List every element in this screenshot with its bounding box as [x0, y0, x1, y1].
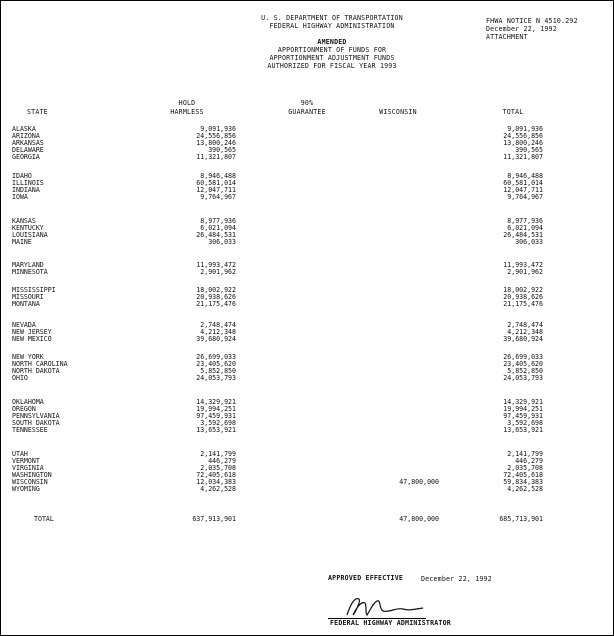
- signature-title: FEDERAL HIGHWAY ADMINISTRATOR: [330, 619, 451, 627]
- state-name: KENTUCKY: [12, 224, 44, 232]
- total-amount: 97,459,931: [503, 412, 543, 420]
- total-amount: 24,053,793: [503, 374, 543, 382]
- total-amount: 9,764,967: [507, 193, 543, 201]
- wisconsin-total: 47,800,000: [399, 515, 439, 523]
- state-name: MARYLAND: [12, 261, 44, 269]
- column-header-hold-line2: HARMLESS: [170, 108, 204, 116]
- state-name: VERMONT: [12, 457, 40, 465]
- agency-name: FEDERAL HIGHWAY ADMINISTRATION: [269, 22, 395, 30]
- state-name: MISSOURI: [12, 293, 44, 301]
- table-row: [1, 427, 613, 434]
- state-name: OHIO: [12, 374, 28, 382]
- hold-harmless-amount: 2,748,474: [200, 321, 236, 329]
- state-name: ALASKA: [12, 125, 36, 133]
- hold-harmless-amount: 8,946,488: [200, 172, 236, 180]
- state-name: NEW JERSEY: [12, 328, 52, 336]
- state-name: NEW MEXICO: [12, 335, 52, 343]
- total-amount: 72,405,618: [503, 471, 543, 479]
- total-amount: 26,484,531: [503, 231, 543, 239]
- notice-date: December 22, 1992: [486, 25, 557, 33]
- table-row: [1, 375, 613, 382]
- hold-harmless-amount: 26,699,033: [196, 353, 236, 361]
- total-amount: 2,141,799: [507, 450, 543, 458]
- table-row: [1, 301, 613, 308]
- hold-harmless-amount: 39,680,924: [196, 335, 236, 343]
- hold-harmless-amount: 97,459,931: [196, 412, 236, 420]
- state-name: OREGON: [12, 405, 36, 413]
- hold-harmless-amount: 2,141,799: [200, 450, 236, 458]
- hold-harmless-amount: 11,993,472: [196, 261, 236, 269]
- grand-total: 685,713,901: [499, 515, 543, 523]
- state-name: PENNSYLVANIA: [12, 412, 60, 420]
- state-name: MAINE: [12, 238, 32, 246]
- hold-harmless-amount: 2,901,962: [200, 268, 236, 276]
- column-header-total: TOTAL: [502, 108, 524, 116]
- total-amount: 306,033: [515, 238, 543, 246]
- state-name: UTAH: [12, 450, 28, 458]
- column-header-state: STATE: [27, 108, 48, 116]
- column-header-guarantee-line1: 90%: [300, 99, 314, 107]
- total-amount: 20,938,626: [503, 293, 543, 301]
- hold-harmless-amount: 306,033: [208, 238, 236, 246]
- total-amount: 4,262,528: [507, 485, 543, 493]
- total-amount: 13,800,246: [503, 139, 543, 147]
- state-name: NORTH CAROLINA: [12, 360, 68, 368]
- total-amount: 26,699,033: [503, 353, 543, 361]
- hold-harmless-amount: 3,592,698: [200, 419, 236, 427]
- state-name: KANSAS: [12, 217, 36, 225]
- hold-harmless-amount: 2,035,708: [200, 464, 236, 472]
- total-amount: 60,581,014: [503, 179, 543, 187]
- state-name: GEORGIA: [12, 153, 40, 161]
- table-row: [1, 336, 613, 343]
- hold-harmless-amount: 390,565: [208, 146, 236, 154]
- state-name: NEVADA: [12, 321, 36, 329]
- total-amount: 18,002,922: [503, 286, 543, 294]
- hold-harmless-amount: 72,405,618: [196, 471, 236, 479]
- hold-harmless-total: 637,913,901: [192, 515, 236, 523]
- document-title-line1: APPORTIONMENT OF FUNDS FOR: [277, 46, 387, 54]
- hold-harmless-amount: 14,329,921: [196, 398, 236, 406]
- state-name: DELAWARE: [12, 146, 44, 154]
- hold-harmless-amount: 4,212,348: [200, 328, 236, 336]
- state-name: INDIANA: [12, 186, 40, 194]
- wisconsin-amount: 47,800,000: [399, 478, 439, 486]
- table-row: [1, 154, 613, 161]
- table-row: [1, 239, 613, 246]
- total-amount: 2,748,474: [507, 321, 543, 329]
- approved-date: December 22, 1992: [421, 575, 492, 583]
- hold-harmless-amount: 24,556,856: [196, 132, 236, 140]
- table-row: [1, 269, 613, 276]
- state-name: WISCONSIN: [12, 478, 48, 486]
- state-name: MONTANA: [12, 300, 40, 308]
- notice-attachment: ATTACHMENT: [486, 33, 528, 41]
- state-name: NEW YORK: [12, 353, 44, 361]
- table-row: [1, 486, 613, 493]
- hold-harmless-amount: 19,994,251: [196, 405, 236, 413]
- state-name: ARKANSAS: [12, 139, 44, 147]
- state-name: TENNESSEE: [12, 426, 48, 434]
- total-amount: 9,091,936: [507, 125, 543, 133]
- hold-harmless-amount: 24,053,793: [196, 374, 236, 382]
- total-amount: 390,565: [515, 146, 543, 154]
- totals-label: TOTAL: [34, 515, 54, 523]
- total-amount: 13,653,921: [503, 426, 543, 434]
- column-header-wisconsin: WISCONSIN: [379, 108, 417, 116]
- total-amount: 12,047,711: [503, 186, 543, 194]
- hold-harmless-amount: 26,484,531: [196, 231, 236, 239]
- total-amount: 59,834,383: [503, 478, 543, 486]
- total-amount: 3,592,698: [507, 419, 543, 427]
- hold-harmless-amount: 21,175,476: [196, 300, 236, 308]
- state-name: VIRGINIA: [12, 464, 44, 472]
- total-amount: 11,993,472: [503, 261, 543, 269]
- state-name: ILLINOIS: [12, 179, 44, 187]
- totals-row: [1, 516, 613, 523]
- hold-harmless-amount: 6,021,094: [200, 224, 236, 232]
- total-amount: 39,680,924: [503, 335, 543, 343]
- total-amount: 2,901,962: [507, 268, 543, 276]
- hold-harmless-amount: 9,764,967: [200, 193, 236, 201]
- total-amount: 11,321,807: [503, 153, 543, 161]
- state-name: MINNESOTA: [12, 268, 48, 276]
- state-name: SOUTH DAKOTA: [12, 419, 60, 427]
- total-amount: 24,556,856: [503, 132, 543, 140]
- hold-harmless-amount: 13,800,246: [196, 139, 236, 147]
- total-amount: 2,035,708: [507, 464, 543, 472]
- total-amount: 8,977,936: [507, 217, 543, 225]
- hold-harmless-amount: 12,034,383: [196, 478, 236, 486]
- total-amount: 23,405,620: [503, 360, 543, 368]
- total-amount: 19,994,251: [503, 405, 543, 413]
- total-amount: 5,852,850: [507, 367, 543, 375]
- hold-harmless-amount: 4,262,528: [200, 485, 236, 493]
- column-header-guarantee-line2: GUARANTEE: [288, 108, 326, 116]
- notice-number: FHWA NOTICE N 4510.292: [486, 17, 578, 25]
- total-amount: 6,021,094: [507, 224, 543, 232]
- column-header-hold-line1: HOLD: [178, 99, 196, 107]
- hold-harmless-amount: 446,279: [208, 457, 236, 465]
- hold-harmless-amount: 13,653,921: [196, 426, 236, 434]
- total-amount: 8,946,488: [507, 172, 543, 180]
- state-name: OKLAHOMA: [12, 398, 44, 406]
- approved-effective-label: APPROVED EFFECTIVE: [328, 574, 404, 582]
- hold-harmless-amount: 5,852,850: [200, 367, 236, 375]
- hold-harmless-amount: 9,091,936: [200, 125, 236, 133]
- hold-harmless-amount: 12,047,711: [196, 186, 236, 194]
- table-row: [1, 194, 613, 201]
- state-name: WASHINGTON: [12, 471, 52, 479]
- total-amount: 14,329,921: [503, 398, 543, 406]
- state-name: WYOMING: [12, 485, 40, 493]
- hold-harmless-amount: 11,321,807: [196, 153, 236, 161]
- hold-harmless-amount: 23,405,620: [196, 360, 236, 368]
- state-name: LOUISIANA: [12, 231, 48, 239]
- amended-label: AMENDED: [317, 38, 347, 46]
- state-name: NORTH DAKOTA: [12, 367, 60, 375]
- hold-harmless-amount: 18,002,922: [196, 286, 236, 294]
- state-name: MISSISSIPPI: [12, 286, 56, 294]
- document-title-line2: APPORTIONMENT ADJUSTMENT FUNDS: [269, 54, 395, 62]
- signature: [341, 593, 431, 619]
- hold-harmless-amount: 20,938,626: [196, 293, 236, 301]
- state-name: IDAHO: [12, 172, 32, 180]
- total-amount: 21,175,476: [503, 300, 543, 308]
- hold-harmless-amount: 60,581,014: [196, 179, 236, 187]
- state-name: ARIZONA: [12, 132, 40, 140]
- department-name: U. S. DEPARTMENT OF TRANSPORTATION: [261, 14, 403, 22]
- total-amount: 446,279: [515, 457, 543, 465]
- hold-harmless-amount: 8,977,936: [200, 217, 236, 225]
- document-title-line3: AUTHORIZED FOR FISCAL YEAR 1993: [267, 62, 397, 70]
- state-name: IOWA: [12, 193, 28, 201]
- total-amount: 4,212,348: [507, 328, 543, 336]
